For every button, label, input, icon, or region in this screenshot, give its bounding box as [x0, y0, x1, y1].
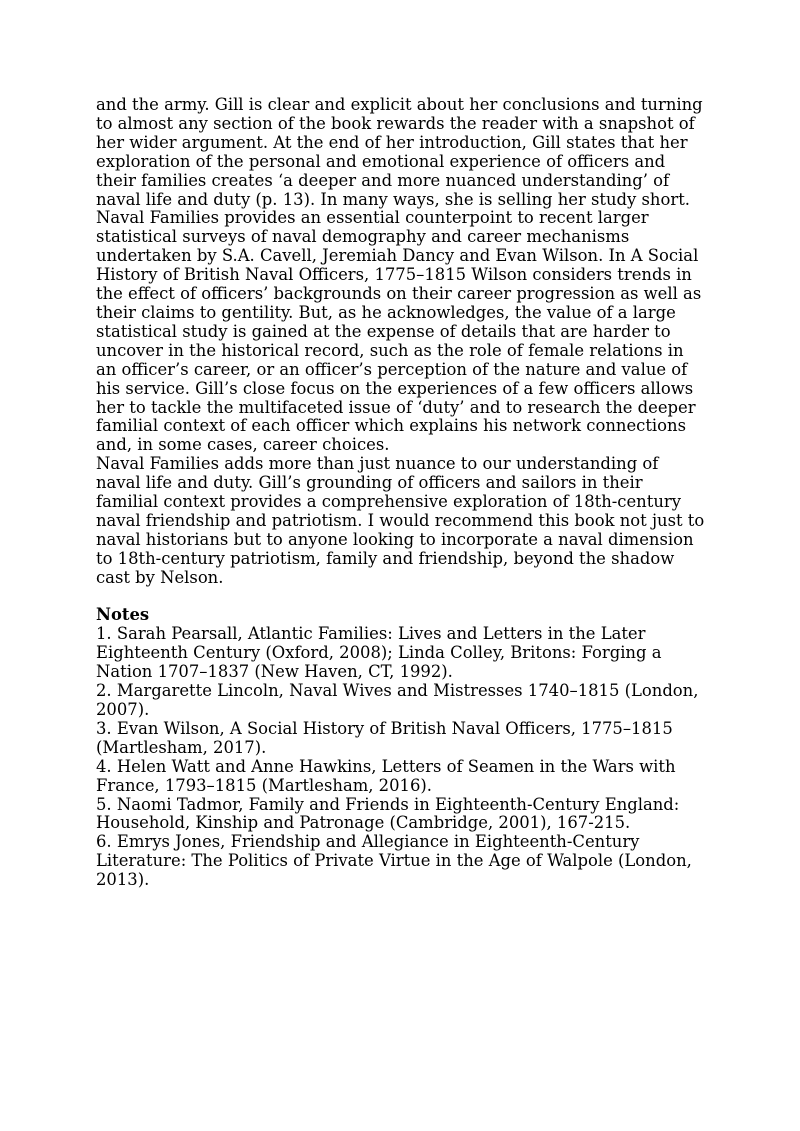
note-item: 1. Sarah Pearsall, Atlantic Families: Lives and Letters in the Later Eighteenth Century (Oxford, 2008); Linda Colley, Britons: Forging a Nation 1707–1837 (New Haven, CT, 1992). [96, 624, 662, 682]
body-paragraph: and the army. Gill is clear and explicit about her conclusions and turning to almost any section of the book rewards the reader with a snapshot of her wider argument. At the end of her introduction, Gill states that her exploration of the personal and emotional experience of officers and their families creates ‘a deeper and more nuanced understanding’ of naval life and duty (p. 13). In many ways, she is selling her study short. Naval Families provides an essential counterpoint to recent larger statistical surveys of naval demography and career mechanisms undertaken by S.A. Cavell, Jeremiah Dancy and Evan Wilson. In A Social History of British Naval Officers, 1775–1815 Wilson considers trends in the effect of officers’ backgrounds on their career progression as well as their claims to gentility. But, as he acknowledges, the value of a large statistical study is gained at the expense of details that are harder to uncover in the historical record, such as the role of female relations in an officer’s career, or an officer’s perception of the nature and value of his service. Gill’s close focus on the experiences of a few officers allows her to tackle the multifaceted issue of ‘duty’ and to research the deeper familial context of each officer which explains his network connections and, in some cases, career choices. [96, 95, 703, 455]
body-paragraph: Naval Families adds more than just nuance to our understanding of naval life and duty. Gill’s grounding of officers and sailors in their familial context provides a comprehensive exploration of 18th-century naval friendship and patriotism. I would recommend this book not just to naval historians but to anyone looking to incorporate a naval dimension to 18th-century patriotism, family and friendship, beyond the shadow cast by Nelson. [96, 454, 705, 587]
document-page [96, 96, 708, 890]
note-item: 6. Emrys Jones, Friendship and Allegiance in Eighteenth-Century Literature: The Politics of Private Virtue in the Age of Walpole (London, 2013). [96, 832, 692, 890]
review-body [96, 96, 708, 588]
note-item: 3. Evan Wilson, A Social History of British Naval Officers, 1775–1815 (Martlesham, 2017). [96, 718, 673, 757]
notes-heading: Notes [96, 605, 150, 625]
note-item: 5. Naomi Tadmor, Family and Friends in Eighteenth-Century England: Household, Kinship and Patronage (Cambridge, 2001), 167-215. [96, 794, 680, 833]
note-item: 4. Helen Watt and Anne Hawkins, Letters of Seamen in the Wars with France, 1793–1815 (Martlesham, 2016). [96, 756, 676, 795]
notes-list [96, 625, 708, 890]
note-item: 2. Margarette Lincoln, Naval Wives and Mistresses 1740–1815 (London, 2007). [96, 681, 699, 719]
